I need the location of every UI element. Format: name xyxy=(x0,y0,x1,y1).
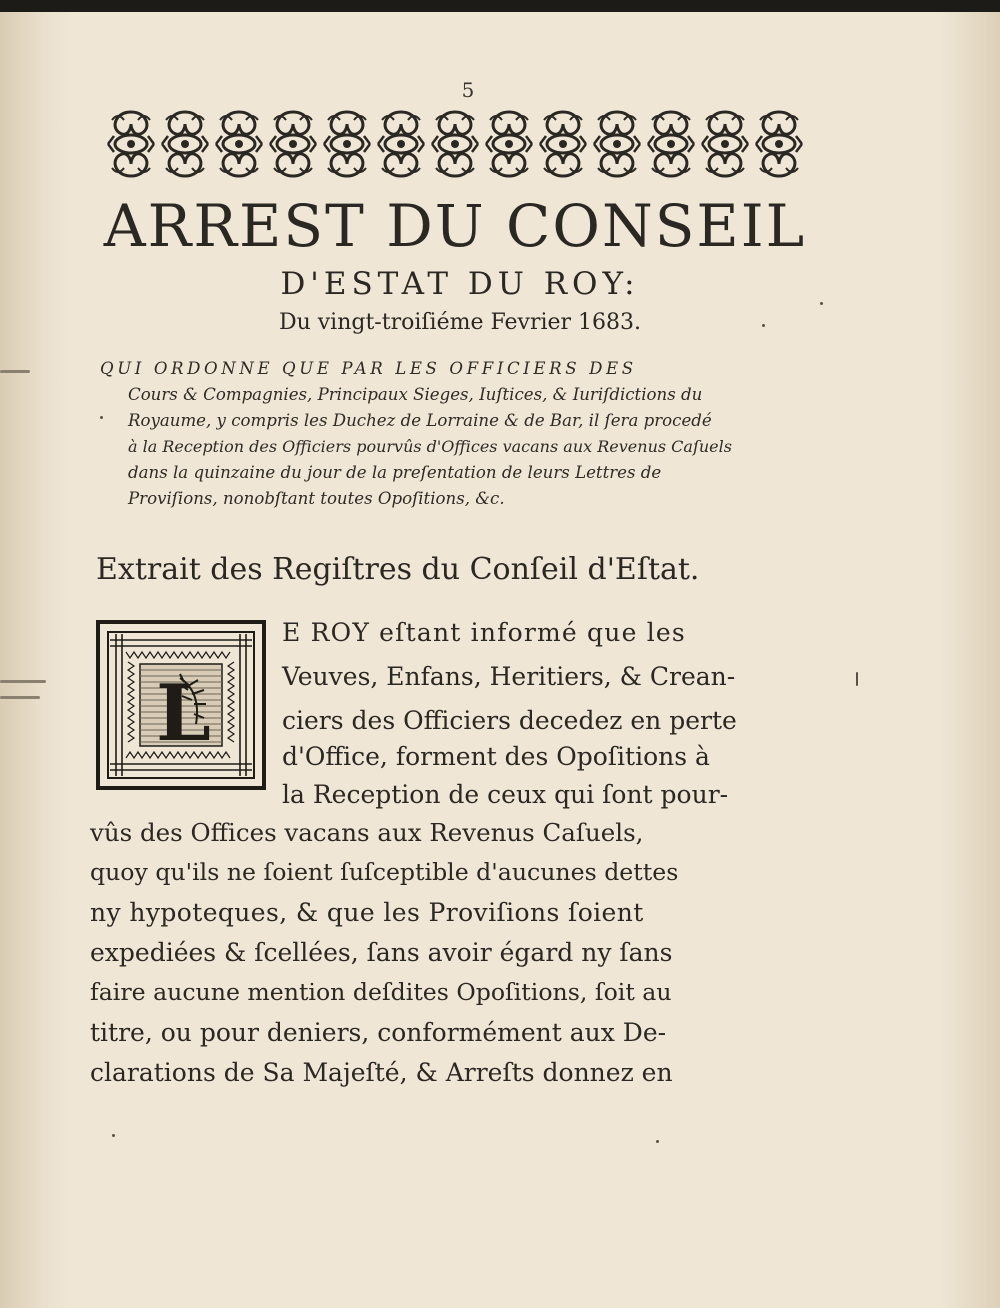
summary-line: Cours & Compagnies, Principaux Sieges, Iuſtices, & Iuriſdictions du xyxy=(128,385,703,404)
document-date: Du vingt-troiſiéme Fevrier 1683. xyxy=(278,310,642,335)
drop-cap-letter: L xyxy=(156,668,211,759)
body-line: la Reception de ceux qui ſont pour- xyxy=(282,780,729,809)
summary-line: Proviſions, nonobſtant toutes Opoſitions, &c. xyxy=(128,489,505,508)
document-page xyxy=(0,12,1000,1308)
body-line: E ROY eſtant informé que les xyxy=(282,618,686,647)
document-title: ARREST DU CONSEIL xyxy=(103,192,807,260)
body-text xyxy=(0,12,1000,1308)
body-line: expediées & ſcellées, ſans avoir égard ny ſans xyxy=(90,938,673,967)
body-line: vûs des Offices vacans aux Revenus Caſuels, xyxy=(90,818,644,847)
page-number: 5 xyxy=(461,78,475,102)
body-line: clarations de Sa Majeſté, & Arreſts donnez en xyxy=(90,1058,673,1087)
body-line: faire aucune mention deſdites Opoſitions, ſoit au xyxy=(90,978,672,1006)
body-line: quoy qu'ils ne ſoient ſuſceptible d'aucunes dettes xyxy=(90,858,679,886)
summary-line: Royaume, y compris les Duchez de Lorraine & de Bar, il ſera procedé xyxy=(128,411,712,430)
summary-line: QUI ORDONNE QUE PAR LES OFFICIERS DES xyxy=(100,359,637,378)
body-line: ciers des Officiers decedez en perte xyxy=(282,706,737,735)
summary-line: à la Reception des Officiers pourvûs d'Offices vacans aux Revenus Caſuels xyxy=(128,437,732,456)
body-line: d'Office, forment des Opoſitions à xyxy=(282,742,710,771)
summary-line: dans la quinzaine du jour de la preſentation de leurs Lettres de xyxy=(128,463,662,482)
document-subtitle: D'ESTAT DU ROY: xyxy=(280,266,640,302)
body-line: ny hypoteques, & que les Proviſions ſoient xyxy=(90,898,644,927)
body-line: Veuves, Enfans, Heritiers, & Crean- xyxy=(282,662,736,691)
extrait-heading: Extrait des Regiſtres du Conſeil d'Eſtat. xyxy=(96,552,700,587)
body-line: titre, ou pour deniers, conformément aux De- xyxy=(90,1018,667,1047)
